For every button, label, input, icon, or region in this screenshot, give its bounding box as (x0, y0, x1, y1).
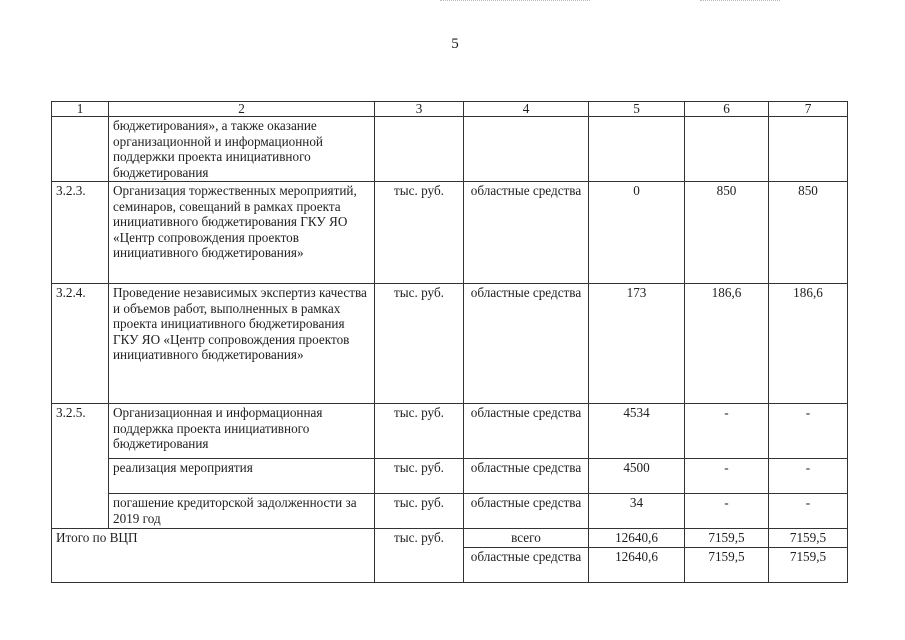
row-value-7: - (769, 404, 848, 459)
scan-artifact (440, 0, 590, 3)
row-value-6: - (685, 494, 769, 529)
total-source-all: всего (464, 529, 589, 548)
row-unit (375, 117, 464, 182)
row-value-6: - (685, 404, 769, 459)
header-cell: 7 (769, 102, 848, 117)
table-row (52, 117, 848, 182)
table-row (52, 494, 848, 529)
row-value-7: - (769, 459, 848, 494)
header-cell: 5 (589, 102, 685, 117)
total-row (52, 529, 848, 548)
budget-table (51, 101, 848, 583)
row-value-5: 0 (589, 182, 685, 284)
row-name: Организация торжественных мероприятий, семинаров, совещаний в рамках проекта инициативного бюджетирования ГКУ ЯО «Центр сопровождения проектов инициативного бюджетирования» (109, 182, 375, 284)
total-value-6: 7159,5 (685, 547, 769, 582)
row-number: 3.2.5. (52, 404, 109, 529)
row-name: Организационная и информационная поддержка проекта инициативного бюджетирования (109, 404, 375, 459)
row-unit: тыс. руб. (375, 284, 464, 404)
row-unit: тыс. руб. (375, 459, 464, 494)
table-row (52, 284, 848, 404)
row-value-7: - (769, 494, 848, 529)
row-name: бюджетирования», а также оказание организационной и информационной поддержки проекта инициативного бюджетирования (109, 117, 375, 182)
row-value-5: 173 (589, 284, 685, 404)
row-value-7 (769, 117, 848, 182)
row-name: Проведение независимых экспертиз качества и объемов работ, выполненных в рамках проекта инициативного бюджетирования ГКУ ЯО «Центр сопровождения проектов инициативного бюджетирования» (109, 284, 375, 404)
header-cell: 2 (109, 102, 375, 117)
table-row (52, 459, 848, 494)
row-value-6: 850 (685, 182, 769, 284)
row-value-7: 186,6 (769, 284, 848, 404)
row-source (464, 117, 589, 182)
page-number: 5 (451, 36, 459, 52)
total-value-7: 7159,5 (769, 547, 848, 582)
row-source: областные средства (464, 182, 589, 284)
table-header-row (52, 102, 848, 117)
row-number: 3.2.3. (52, 182, 109, 284)
total-value-5: 12640,6 (589, 529, 685, 548)
header-cell: 1 (52, 102, 109, 117)
total-unit: тыс. руб. (375, 529, 464, 583)
table-row (52, 182, 848, 284)
row-source: областные средства (464, 284, 589, 404)
total-label: Итого по ВЦП (52, 529, 375, 583)
header-cell: 4 (464, 102, 589, 117)
row-value-7: 850 (769, 182, 848, 284)
row-value-5: 4500 (589, 459, 685, 494)
row-value-6: 186,6 (685, 284, 769, 404)
row-value-5: 4534 (589, 404, 685, 459)
row-number: 3.2.4. (52, 284, 109, 404)
total-value-6: 7159,5 (685, 529, 769, 548)
scan-artifact (700, 0, 780, 3)
row-unit: тыс. руб. (375, 404, 464, 459)
header-cell: 3 (375, 102, 464, 117)
row-unit: тыс. руб. (375, 494, 464, 529)
row-source: областные средства (464, 494, 589, 529)
row-number (52, 117, 109, 182)
row-source: областные средства (464, 404, 589, 459)
table-row (52, 404, 848, 459)
row-name: реализация мероприятия (109, 459, 375, 494)
total-value-5: 12640,6 (589, 547, 685, 582)
row-value-6: - (685, 459, 769, 494)
total-value-7: 7159,5 (769, 529, 848, 548)
row-value-5 (589, 117, 685, 182)
header-cell: 6 (685, 102, 769, 117)
row-name: погашение кредиторской задолженности за 2019 год (109, 494, 375, 529)
row-unit: тыс. руб. (375, 182, 464, 284)
total-source-regional: областные средства (464, 547, 589, 582)
row-value-6 (685, 117, 769, 182)
row-value-5: 34 (589, 494, 685, 529)
row-source: областные средства (464, 459, 589, 494)
